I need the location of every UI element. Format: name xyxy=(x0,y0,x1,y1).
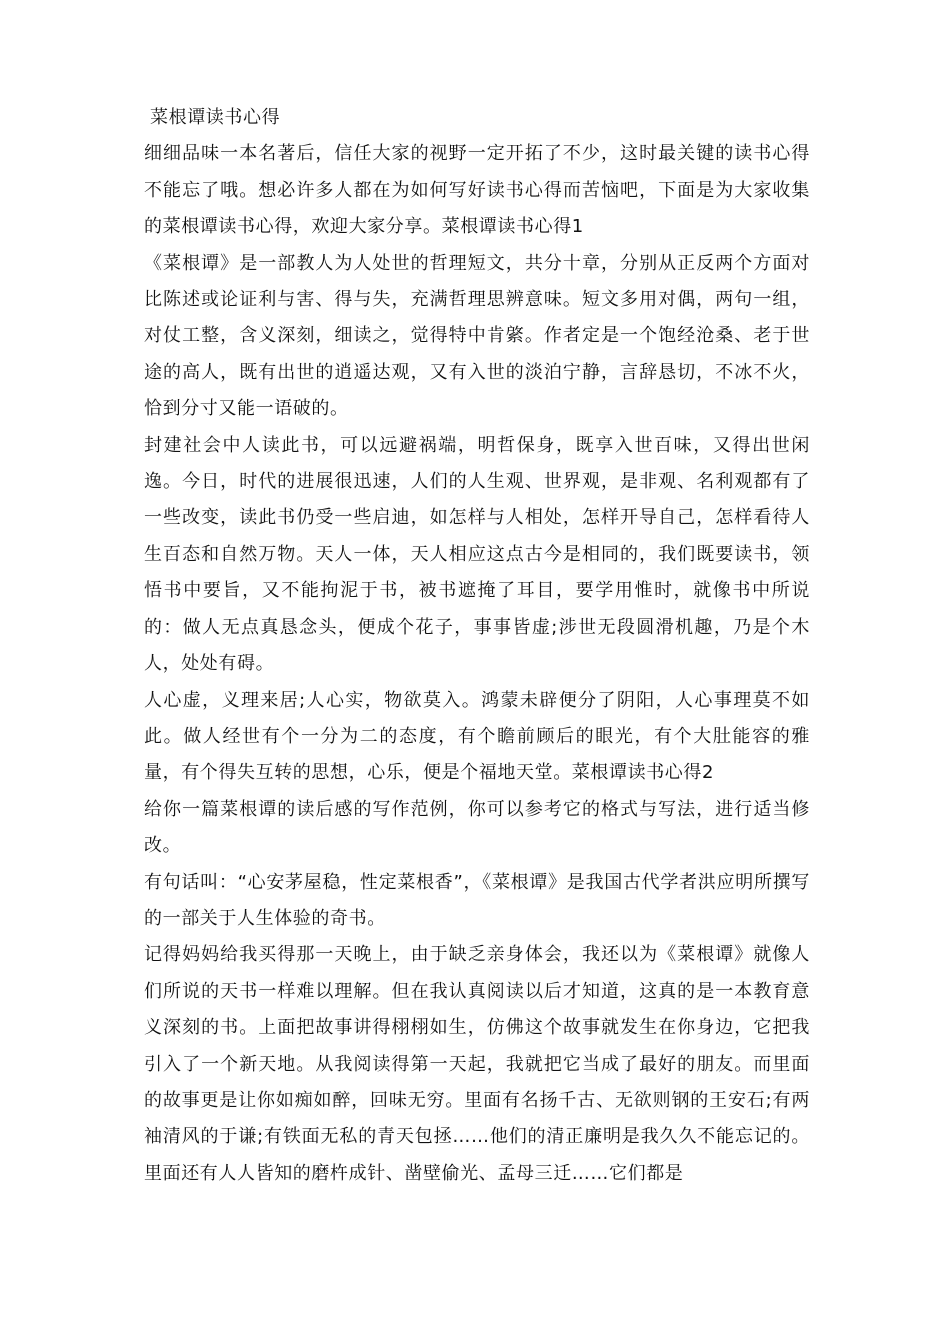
paragraph-3: 封建社会中人读此书，可以远避祸端，明哲保身，既享入世百味，又得出世闲逸。今日，时代的进展很迅速，人们的人生观、世界观，是非观、名利观都有了一些改变，读此书仍受一些启迪，如怎样与人相处，怎样开导自己，怎样看待人生百态和自然万物。天人一体，天人相应这点古今是相同的，我们既要读书，领悟书中要旨，又不能拘泥于书，被书遮掩了耳目，要学用惟时，就像书中所说的：做人无点真恳念头，便成个花子，事事皆虚;涉世无段圆滑机趣，乃是个木人，处处有碍。 xyxy=(144,434,810,675)
paragraph-5: 给你一篇菜根谭的读后感的写作范例，你可以参考它的格式与写法，进行适当修改。 xyxy=(144,798,810,857)
paragraph-1: 细细品味一本名著后，信任大家的视野一定开拓了不少，这时最关键的读书心得不能忘了哦。想必许多人都在为如何写好读书心得而苦恼吧，下面是为大家收集的菜根谭读书心得，欢迎大家分享。菜根谭读书心得1 xyxy=(144,143,810,238)
paragraph-4: 人心虚，义理来居;人心实，物欲莫入。鸿蒙未辟便分了阴阳，人心事理莫不如此。做人经世有个一分为二的态度，有个瞻前顾后的眼光，有个大肚能容的雅量，有个得失互转的思想，心乐，便是个福地天堂。菜根谭读书心得2 xyxy=(144,689,810,784)
paragraph-7: 记得妈妈给我买得那一天晚上，由于缺乏亲身体会，我还以为《菜根谭》就像人们所说的天书一样难以理解。但在我认真阅读以后才知道，这真的是一本教育意义深刻的书。上面把故事讲得栩栩如生，仿佛这个故事就发生在你身边，它把我引入了一个新天地。从我阅读得第一天起，我就把它当成了最好的朋友。而里面的故事更是让你如痴如醉，回味无穷。里面有名扬千古、无欲则钢的王安石;有两袖清风的于谦;有铁面无私的青天包拯……他们的清正廉明是我久久不能忘记的。里面还有人人皆知的磨杵成针、凿壁偷光、孟母三迁……它们都是 xyxy=(144,944,810,1184)
document-body xyxy=(144,100,810,1192)
document-title: 菜根谭读书心得 xyxy=(150,107,281,128)
paragraph-6: 有句话叫：“心安茅屋稳，性定菜根香”，《菜根谭》是我国古代学者洪应明所撰写的一部关于人生体验的奇书。 xyxy=(144,871,810,929)
paragraph-2: 《菜根谭》是一部教人为人处世的哲理短文，共分十章，分别从正反两个方面对比陈述或论证利与害、得与失，充满哲理思辨意味。短文多用对偶，两句一组，对仗工整，含义深刻，细读之，觉得特中肯綮。作者定是一个饱经沧桑、老于世途的高人，既有出世的逍遥达观，又有入世的淡泊宁静，言辞恳切，不冰不火，恰到分寸又能一语破的。 xyxy=(144,252,810,420)
